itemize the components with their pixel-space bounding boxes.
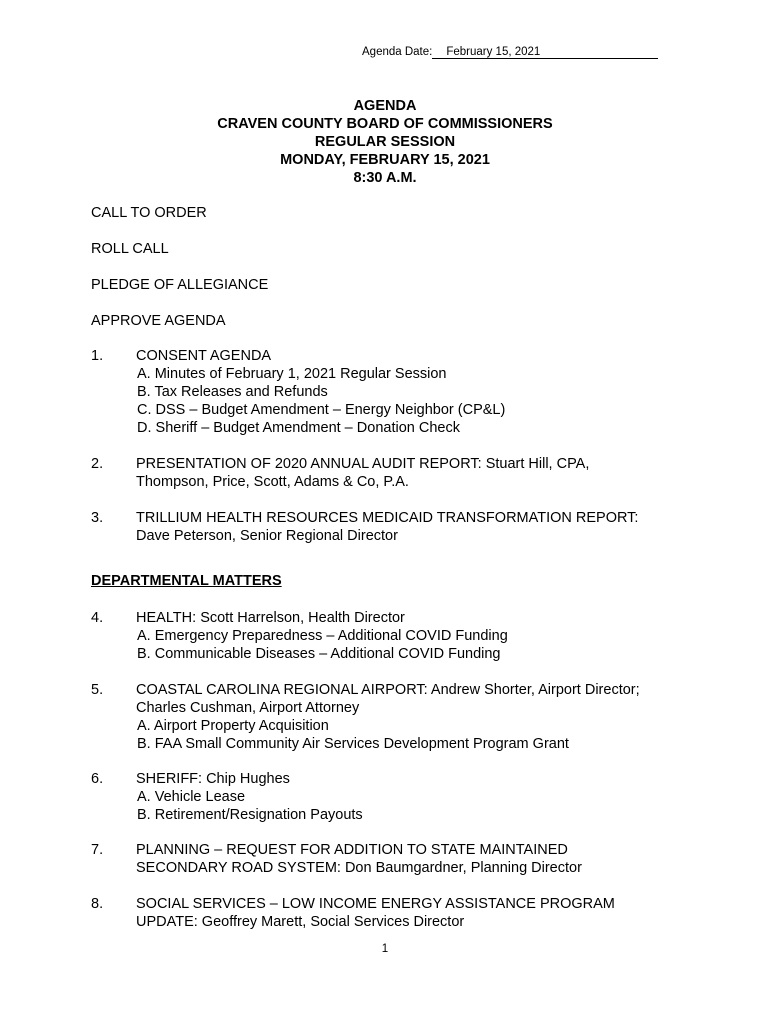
item-line: COASTAL CAROLINA REGIONAL AIRPORT: Andrew Shorter, Airport Director;: [136, 682, 640, 698]
item-number: 5.: [91, 682, 104, 698]
item-sub-a: A. Minutes of February 1, 2021 Regular Session: [137, 366, 447, 382]
item-line: PLANNING – REQUEST FOR ADDITION TO STATE MAINTAINED: [136, 842, 568, 858]
agenda-date-label: Agenda Date:: [362, 46, 433, 58]
header-title: AGENDA: [353, 98, 417, 114]
item-line: SECONDARY ROAD SYSTEM: Don Baumgardner, Planning Director: [136, 860, 582, 876]
item-sub-a: A. Airport Property Acquisition: [137, 718, 329, 734]
approve-agenda: APPROVE AGENDA: [91, 313, 226, 329]
item-number: 6.: [91, 771, 104, 787]
item-sub-a: A. Vehicle Lease: [137, 789, 246, 805]
call-to-order: CALL TO ORDER: [91, 205, 207, 221]
agenda-date-value: February 15, 2021: [432, 46, 658, 59]
header-date: MONDAY, FEBRUARY 15, 2021: [280, 152, 490, 168]
header-board: CRAVEN COUNTY BOARD OF COMMISSIONERS: [217, 116, 553, 132]
item-number: 7.: [91, 842, 104, 858]
item-title: SHERIFF: Chip Hughes: [136, 771, 290, 787]
header-time: 8:30 A.M.: [353, 170, 417, 186]
item-sub-d: D. Sheriff – Budget Amendment – Donation Check: [137, 420, 460, 436]
agenda-date: [362, 46, 658, 59]
item-line: Charles Cushman, Airport Attorney: [136, 700, 360, 716]
item-sub-c: C. DSS – Budget Amendment – Energy Neighbor (CP&L): [137, 402, 506, 418]
item-number: 3.: [91, 510, 104, 526]
header-session: REGULAR SESSION: [314, 134, 456, 150]
section-heading-departmental: DEPARTMENTAL MATTERS: [91, 573, 282, 589]
agenda-header: [0, 97, 770, 187]
item-sub-b: B. FAA Small Community Air Services Development Program Grant: [137, 736, 569, 752]
item-line: SOCIAL SERVICES – LOW INCOME ENERGY ASSISTANCE PROGRAM: [136, 896, 615, 912]
item-number: 4.: [91, 610, 104, 626]
item-line: TRILLIUM HEALTH RESOURCES MEDICAID TRANSFORMATION REPORT:: [136, 510, 639, 526]
item-title: HEALTH: Scott Harrelson, Health Director: [136, 610, 405, 626]
item-number: 1.: [91, 348, 104, 364]
item-line: UPDATE: Geoffrey Marett, Social Services Director: [136, 914, 465, 930]
item-line: PRESENTATION OF 2020 ANNUAL AUDIT REPORT: Stuart Hill, CPA,: [136, 456, 590, 472]
item-line: Thompson, Price, Scott, Adams & Co, P.A.: [136, 474, 409, 490]
roll-call: ROLL CALL: [91, 241, 169, 257]
item-number: 2.: [91, 456, 104, 472]
page-number: 1: [381, 943, 389, 955]
item-line: Dave Peterson, Senior Regional Director: [136, 528, 398, 544]
item-title: CONSENT AGENDA: [136, 348, 272, 364]
item-sub-b: B. Communicable Diseases – Additional COVID Funding: [137, 646, 501, 662]
item-sub-b: B. Tax Releases and Refunds: [137, 384, 328, 400]
item-sub-b: B. Retirement/Resignation Payouts: [137, 807, 363, 823]
item-sub-a: A. Emergency Preparedness – Additional COVID Funding: [137, 628, 508, 644]
pledge-of-allegiance: PLEDGE OF ALLEGIANCE: [91, 277, 269, 293]
item-number: 8.: [91, 896, 104, 912]
